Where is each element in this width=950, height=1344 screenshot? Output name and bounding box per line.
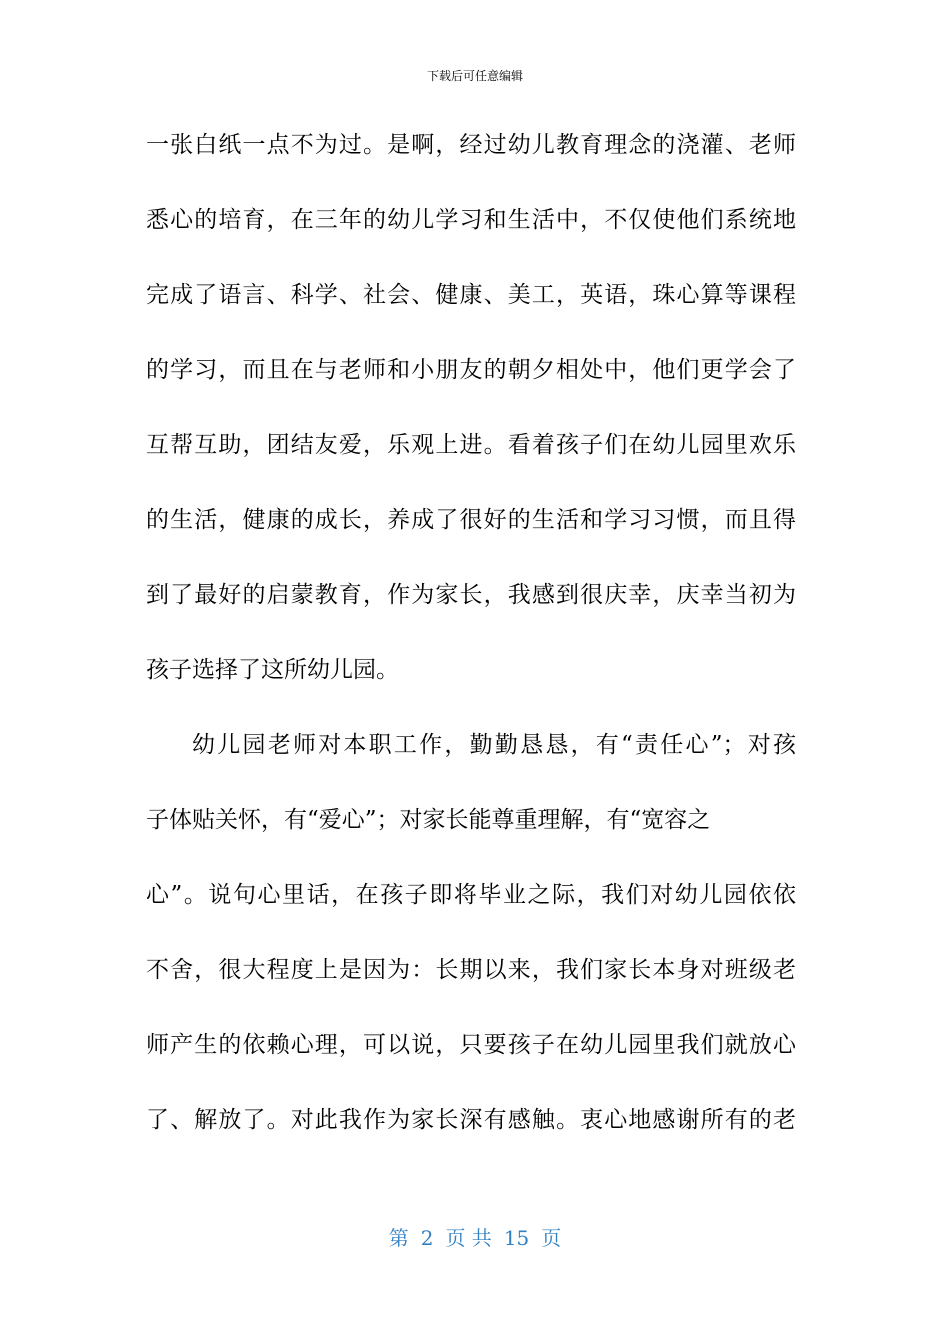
footer-middle: 页 共 <box>445 1226 492 1250</box>
footer-suffix: 页 <box>541 1226 562 1250</box>
footer-prefix: 第 <box>388 1226 409 1250</box>
body-line: 了、解放了。对此我作为家长深有感触。衷心地感谢所有的老 <box>146 1107 796 1133</box>
page-footer <box>0 1224 950 1252</box>
document-body <box>146 124 796 1174</box>
body-line: 子体贴关怀，有“爱心”；对家长能尊重理解，有“宽容之 <box>146 807 711 833</box>
body-line: 的生活，健康的成长，养成了很好的生活和学习习惯，而且得 <box>146 507 796 533</box>
body-line: 不舍，很大程度上是因为：长期以来，我们家长本身对班级老 <box>146 957 796 983</box>
body-line: 孩子选择了这所幼儿园。 <box>146 657 399 683</box>
body-line: 互帮互助，团结友爱，乐观上进。看着孩子们在幼儿园里欢乐 <box>146 432 796 458</box>
body-line: 悉心的培育，在三年的幼儿学习和生活中，不仅使他们系统地 <box>146 207 796 233</box>
body-line: 师产生的依赖心理，可以说，只要孩子在幼儿园里我们就放心 <box>146 1032 796 1058</box>
page-header: 下载后可任意编辑 <box>426 69 523 83</box>
footer-total-pages: 15 <box>503 1226 530 1250</box>
body-line: 完成了语言、科学、社会、健康、美工，英语，珠心算等课程 <box>146 282 796 308</box>
body-line: 心”。说句心里话，在孩子即将毕业之际，我们对幼儿园依依 <box>146 882 796 908</box>
paragraph-start-line: 幼儿园老师对本职工作，勤勤恳恳，有“责任心”；对孩 <box>192 732 796 758</box>
body-line: 到了最好的启蒙教育，作为家长，我感到很庆幸，庆幸当初为 <box>146 582 796 608</box>
body-line: 一张白纸一点不为过。是啊，经过幼儿教育理念的浇灌、老师 <box>146 132 796 158</box>
body-line: 的学习，而且在与老师和小朋友的朝夕相处中，他们更学会了 <box>146 357 796 383</box>
footer-page-number: 2 <box>420 1226 434 1250</box>
